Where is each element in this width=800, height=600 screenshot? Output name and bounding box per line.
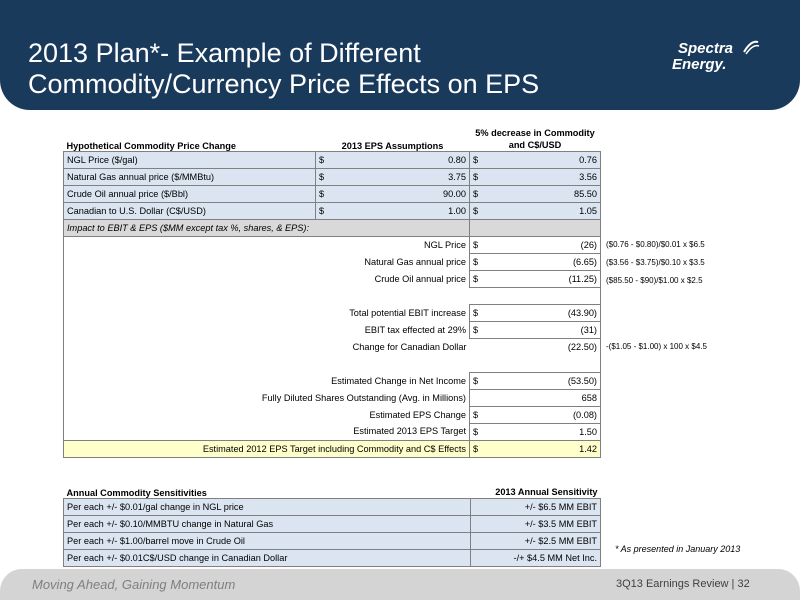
spectra-energy-logo	[672, 36, 762, 76]
assumption-2013-value	[316, 202, 470, 219]
page-title: 2013 Plan*- Example of Different Commodity/Currency Price Effects on EPS	[28, 38, 540, 99]
impact-value: 658	[581, 392, 597, 403]
currency-symbol: $	[473, 154, 479, 165]
impact-value: (53.50)	[567, 375, 597, 386]
impact-label: Crude Oil annual price	[64, 270, 470, 287]
impact-value: (0.08)	[572, 409, 597, 420]
impact-value-cell	[470, 321, 601, 338]
assumption-2013-value	[316, 185, 470, 202]
currency-symbol: $	[473, 409, 479, 420]
impact-value: (43.90)	[567, 307, 597, 318]
assumption-label: Crude Oil annual price ($/Bbl)	[64, 185, 316, 202]
sensitivity-value: +/- $6.5 MM EBIT	[471, 498, 601, 515]
currency-symbol: $	[473, 307, 479, 318]
logo-text-line1: Spectra	[678, 40, 734, 57]
impact-label: Change for Canadian Dollar	[64, 338, 470, 355]
assumption-label: Canadian to U.S. Dollar (C$/USD)	[64, 202, 316, 219]
impact-row	[64, 253, 601, 270]
value: 90.00	[443, 188, 466, 199]
impact-label: EBIT tax effected at 29%	[64, 321, 470, 338]
currency-symbol: $	[473, 188, 479, 199]
currency-symbol: $	[473, 426, 479, 437]
sensitivity-label: Per each +/- $0.10/MMBTU change in Natural Gas	[64, 515, 471, 532]
sensitivity-row	[64, 532, 601, 549]
calculation-note: ($3.56 - $3.75)/$0.10 x $3.5	[606, 258, 705, 267]
footer-bar	[0, 569, 800, 600]
currency-symbol: $	[319, 171, 325, 182]
header-annual-sensitivities: Annual Commodity Sensitivities	[66, 487, 207, 498]
logo-swoosh-icon	[742, 38, 760, 56]
assumption-2013-value	[316, 168, 470, 185]
value: 3.56	[579, 171, 597, 182]
eps-effects-table	[63, 107, 601, 458]
footer-tagline: Moving Ahead, Gaining Momentum	[32, 577, 236, 592]
sensitivity-value: +/- $3.5 MM EBIT	[471, 515, 601, 532]
currency-symbol: $	[473, 205, 479, 216]
impact-row	[64, 304, 601, 321]
impact-value-cell	[470, 440, 601, 457]
impact-value-cell	[470, 423, 601, 440]
impact-value-cell	[470, 236, 601, 253]
impact-value: 1.50	[579, 426, 597, 437]
currency-symbol: $	[473, 443, 479, 454]
impact-label: Natural Gas annual price	[64, 253, 470, 270]
sensitivity-row	[64, 515, 601, 532]
currency-symbol: $	[473, 171, 479, 182]
calculation-note: ($0.76 - $0.80)/$0.01 x $6.5	[606, 240, 705, 249]
assumption-row	[64, 202, 601, 219]
impact-row	[64, 406, 601, 423]
impact-label: Estimated EPS Change	[64, 406, 470, 423]
impact-row	[64, 372, 601, 389]
currency-symbol: $	[319, 188, 325, 199]
assumption-decrease-value	[470, 185, 601, 202]
currency-symbol: $	[473, 239, 479, 250]
assumption-row	[64, 168, 601, 185]
impact-value-cell	[470, 372, 601, 389]
sensitivity-value: -/+ $4.5 MM Net Inc.	[471, 549, 601, 566]
impact-label: NGL Price	[64, 236, 470, 253]
footnote: * As presented in January 2013	[615, 544, 741, 554]
header-price-change: Hypothetical Commodity Price Change	[66, 140, 236, 151]
assumption-row	[64, 185, 601, 202]
value: 3.75	[448, 171, 466, 182]
impact-value-cell	[470, 389, 601, 406]
sensitivity-label: Per each +/- $1.00/barrel move in Crude Oil	[64, 532, 471, 549]
currency-symbol: $	[319, 154, 325, 165]
currency-symbol: $	[319, 205, 325, 216]
sensitivity-row	[64, 498, 601, 515]
impact-row	[64, 389, 601, 406]
impact-row	[64, 423, 601, 440]
impact-label: Total potential EBIT increase	[64, 304, 470, 321]
calculation-note: -($1.05 - $1.00) x 100 x $4.5	[606, 342, 707, 351]
impact-row	[64, 236, 601, 253]
assumption-decrease-value	[470, 202, 601, 219]
sensitivity-label: Per each +/- $0.01C$/USD change in Canadian Dollar	[64, 549, 471, 566]
impact-label: Estimated 2012 EPS Target including Commodity and C$ Effects	[64, 440, 470, 457]
impact-value: (26)	[580, 239, 597, 250]
sensitivity-row	[64, 549, 601, 566]
assumption-2013-value	[316, 151, 470, 168]
impact-value: (6.65)	[572, 256, 597, 267]
value: 1.05	[579, 205, 597, 216]
value: 85.50	[574, 188, 597, 199]
impact-label: Estimated 2013 EPS Target	[64, 423, 470, 440]
impact-label: Fully Diluted Shares Outstanding (Avg. in Millions)	[64, 389, 470, 406]
value: 0.80	[448, 154, 466, 165]
impact-value: 1.42	[579, 443, 597, 454]
sensitivity-label: Per each +/- $0.01/gal change in NGL price	[64, 498, 471, 515]
impact-value: (22.50)	[567, 341, 597, 352]
value: 1.00	[448, 205, 466, 216]
calculation-note: ($85.50 - $90)/$1.00 x $2.5	[606, 276, 703, 285]
assumption-label: NGL Price ($/gal)	[64, 151, 316, 168]
assumption-label: Natural Gas annual price ($/MMBtu)	[64, 168, 316, 185]
impact-value-cell	[470, 304, 601, 321]
impact-value: (31)	[580, 324, 597, 335]
header-2013-sensitivity: 2013 Annual Sensitivity	[495, 486, 598, 497]
impact-header: Impact to EBIT & EPS ($MM except tax %, shares, & EPS):	[64, 219, 470, 236]
impact-row	[64, 321, 601, 338]
header-5pct-decrease: 5% decrease in Commodity and C$/USD	[475, 127, 595, 150]
logo-text-line2: Energy.	[672, 56, 727, 73]
currency-symbol: $	[473, 324, 479, 335]
impact-value: (11.25)	[568, 273, 597, 284]
impact-value-cell	[470, 406, 601, 423]
currency-symbol: $	[473, 273, 479, 284]
impact-value-cell	[470, 270, 601, 287]
header-eps-assumptions: 2013 EPS Assumptions	[341, 140, 444, 151]
assumption-decrease-value	[470, 151, 601, 168]
currency-symbol: $	[473, 256, 479, 267]
sensitivity-table	[63, 468, 601, 567]
impact-value-cell	[470, 253, 601, 270]
impact-row	[64, 270, 601, 287]
title-banner	[0, 0, 800, 110]
currency-symbol: $	[473, 375, 479, 386]
sensitivity-value: +/- $2.5 MM EBIT	[471, 532, 601, 549]
impact-row	[64, 338, 601, 355]
value: 0.76	[579, 154, 597, 165]
impact-value-cell	[470, 338, 601, 355]
impact-row	[64, 440, 601, 457]
assumption-decrease-value	[470, 168, 601, 185]
impact-header-blank	[470, 219, 601, 236]
footer-page-info: 3Q13 Earnings Review | 32	[616, 578, 750, 590]
assumption-row	[64, 151, 601, 168]
impact-label: Estimated Change in Net Income	[64, 372, 470, 389]
